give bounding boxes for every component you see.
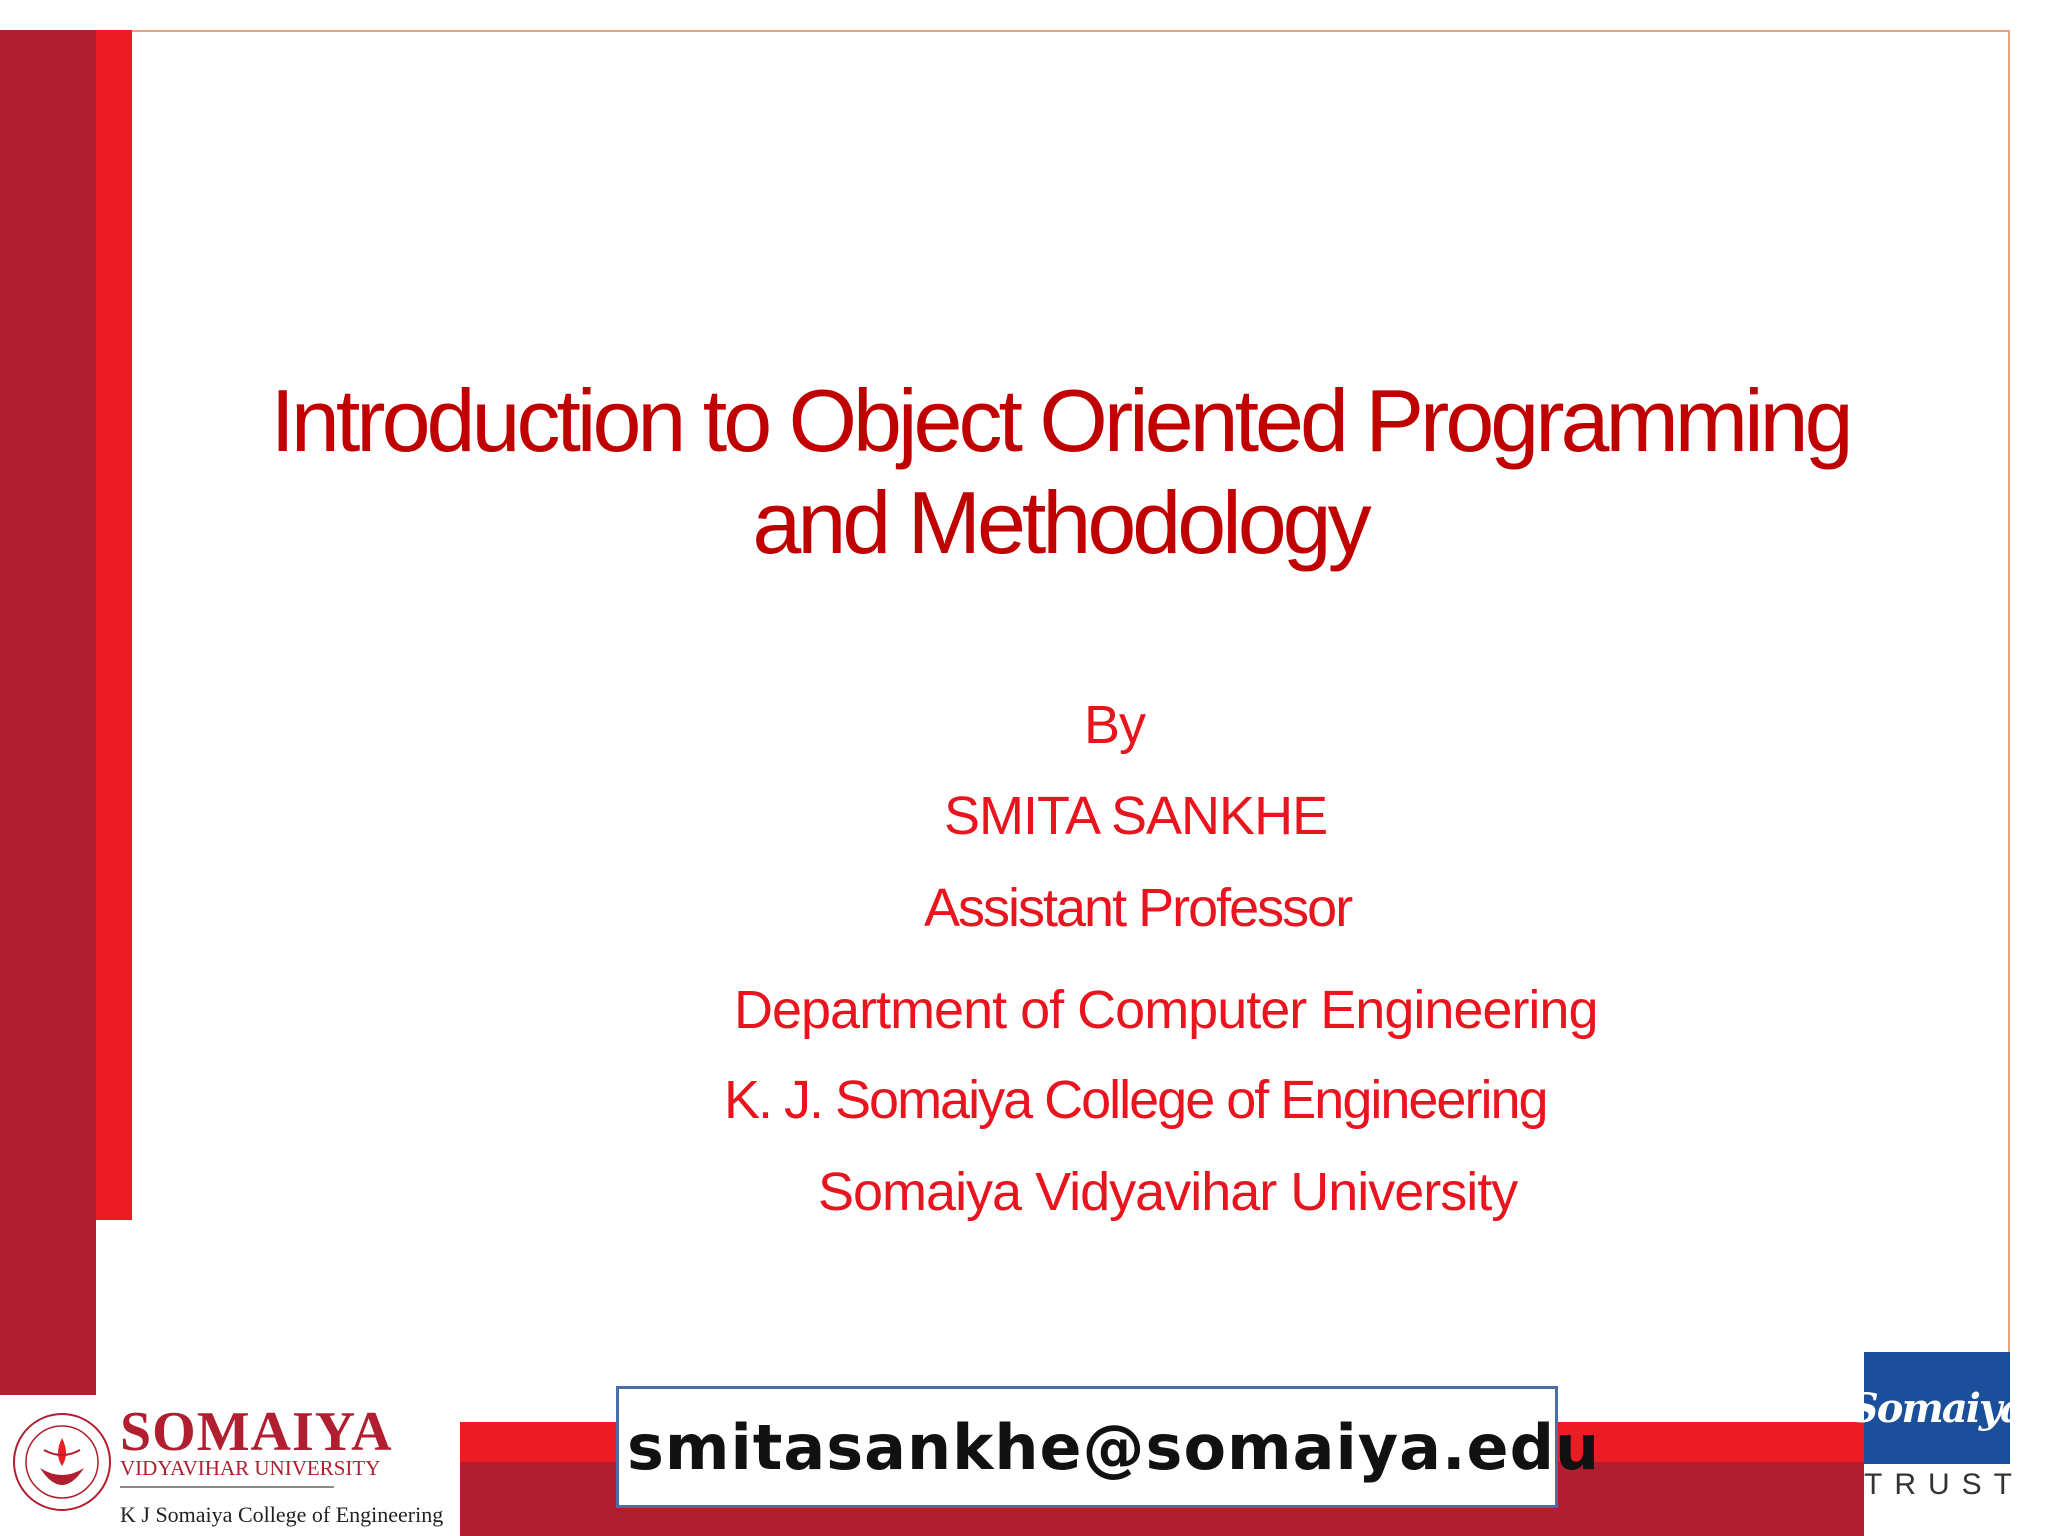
logo-subtitle: VIDYAVIHAR UNIVERSITY: [120, 1456, 381, 1480]
logo-divider: [120, 1486, 334, 1488]
left-accent-bar-red: [96, 30, 132, 1220]
author-name: SMITA SANKHE: [944, 786, 1328, 846]
college-name: K. J. Somaiya College of Engineering: [724, 1070, 1547, 1130]
email-box: [616, 1386, 1601, 1508]
university-name: Somaiya Vidyavihar University: [818, 1162, 1518, 1222]
left-accent-bar-dark: [0, 30, 96, 1395]
slide-frame-border: [96, 30, 2024, 1536]
by-label: By: [1084, 695, 1146, 755]
trust-logo-blue-panel: [1849, 1352, 2025, 1464]
author-email: smitasankhe@somaiya.edu: [627, 1410, 1601, 1484]
department-name: Department of Computer Engineering: [734, 980, 1598, 1040]
logo-college: K J Somaiya College of Engineering: [120, 1502, 444, 1527]
trust-logo-script: Somaiya: [1849, 1384, 2025, 1432]
somaiya-emblem-icon: [6, 1398, 118, 1528]
author-designation: Assistant Professor: [924, 878, 1352, 938]
trust-logo-word: TRUST: [1864, 1468, 2024, 1501]
slide-title: Introduction to Object Oriented Programming and Methodology: [270, 371, 1850, 572]
logo-name: SOMAIYA: [120, 1401, 393, 1463]
